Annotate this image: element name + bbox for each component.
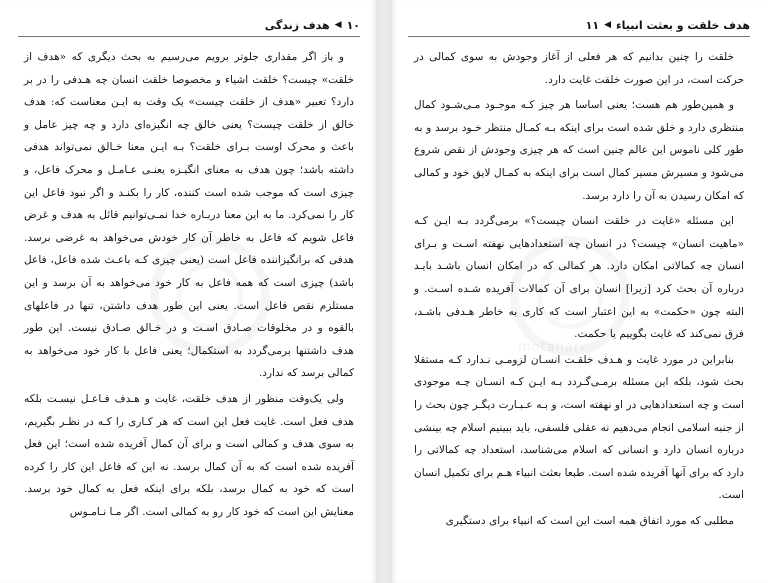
right-paragraph-2: و همین‌طور هم هست؛ یعنی اساسا هر چیز کـه موجـود مـی‌شـود کمال منتظری دارد و خلق شده است برای اینکه بـه کمـال منتظر خـود برسد و به طور کلی ناموس این عالم چنین است که هر چیزی وجودش از نقص شروع می‌شود و مسیرش مسیر کمال است برای اینکه به کمـال لایق خود و کمالی که امکان رسیدن به آن را دارد برسد. xyxy=(414,99,744,202)
right-page-header xyxy=(408,14,750,37)
right-paragraph-5: مطلبی که مورد اتفاق همه است این است که انبیاء برای دستگیری xyxy=(445,514,734,527)
right-paragraph-1: خلقت را چنین بدانیم که هر فعلی از آغاز وجودش به سوی کمالی در حرکت است، در این صورت خلقت غایت دارد. xyxy=(414,51,744,86)
right-running-head: هدف خلقت و بعثت انبیاء xyxy=(615,18,750,32)
right-page-body xyxy=(414,46,744,569)
left-paragraph-1: و باز اگر مقداری جلوتر برویم می‌رسیم به بحث دیگری که «هدف از خلقت» چیست؟ خلقت اشیاء و مخصوصا خلقت انسان چه هـدفی را در بر دارد؟ تعبیر «هدف از خلقت چیست» یک وقت به ایـن معناست که: هدف خالق از خلقت چیست؟ یعنی خالق چه انگیزه‌ای دارد و چه چیز عامل و باعث و محرک اوست بـرای خلقت؟ بـه ایـن معنا خـالق نمی‌تواند هدفی داشته باشد؛ چون هدف به معنای انگیـزه یعنـی عـامـل و محرک فاعل، و چیزی است که موجب شده است کننده، کار را بکنـد و اگر نبود فاعل این کار را نمی‌کرد. ما به این معنا دربـاره خدا نمـی‌توانیم قائل به هدف و غرض فاعل شویم که فاعل به خاطر آن کار خودش می‌خواهد به غرضی برسد. هدفی که برانگیزاننده فاعل است (یعنی چیزی کـه باعـث شده فاعل، فاعل باشد) چیزی است که همه فاعل به کار خود می‌خواهد به آن برسد و این مستلزم نقص فاعل است. یعنی این طور هدف داشتن، تنها در فاعلهای بالقوه و در مخلوقات صـادق اسـت و در خـالق صـادق نیست. این طور هدف داشتنها برمی‌گردد به استکمال؛ یعنی فاعل با کار خود می‌خواهد به کمالی برسد که ندارد. xyxy=(24,51,354,380)
right-paragraph-4: بنابراین در مورد غایت و هـدف خلقـت انسـان لزومـی نـدارد کـه مستقلا بحث شود، بلکه این مسئله برمـی‌گـردد بـه ایـن کـه انسـان چـه موجودی است و چه استعدادهایی در او نهفته است، و بـه عـبـارت دیگـر چون بحث را از جنبه اسلامی انجام می‌دهیم نه عقلی فلسفی، باید ببینیم اسلام چه بینشی درباره انسان دارد و انسانی که اسلام می‌شناسد، استعداد چه کمالاتی را دارد که برای آنها آفریده شده است. طبعا بعثت انبیاء هـم برای تکمیل انسان است. xyxy=(414,353,744,502)
right-paragraph-3: این مسئله «غایت در خلقت انسان چیست؟» برمی‌گردد بـه ایـن کـه «ماهیت انسان» چیست؟ در انسان چه استعدادهایی نهفته اسـت و بـرای انسان چه کمالاتی امکان دارد. هر کمالی که در امکان انسان باشـد بایـد درباره آن بحث کرد [زیرا] انسان برای آن کمالات آفریده شـده اسـت. و البته چون «حکمت» به این اعتبار است که کاری به خاطر هـدفی باشـد، فرق نمی‌کند که غایت بگوییم یا حکمت. xyxy=(414,215,744,341)
right-arrow-icon: ◀ xyxy=(604,20,611,30)
right-page xyxy=(390,0,768,583)
left-page-header xyxy=(18,14,360,37)
left-arrow-icon: ◀ xyxy=(334,20,342,30)
left-page xyxy=(0,0,378,583)
left-running-head-group xyxy=(265,19,360,32)
left-page-number: ۱۰ xyxy=(346,18,360,32)
right-page-number: ۱۱ xyxy=(585,18,600,32)
left-running-head: هدف زندگی xyxy=(264,18,330,32)
right-running-head-group xyxy=(586,19,750,32)
left-paragraph-2: ولی یک‌وقت منظور از هدف خلقت، غایت و هـدف فـاعـل نیسـت بلکه هدف فعل است. غایت فعل این است که هر کـاری را کـه در نظـر بگیریم، به سوی هدف و کمالی است و برای آن کمال آفریده شده است؛ این فعل آفریده شده است که به آن کمال برسد. نه این که فاعل این کار را کرده است که خود به کمال برسد، بلکه برای اینکه فعل به کمال خود برسد. معنایش این است که خود کار رو به کمالی است. اگر مـا نـامـوس xyxy=(24,392,354,518)
watermark-text: motahari xyxy=(518,340,585,355)
left-page-body xyxy=(24,46,354,569)
